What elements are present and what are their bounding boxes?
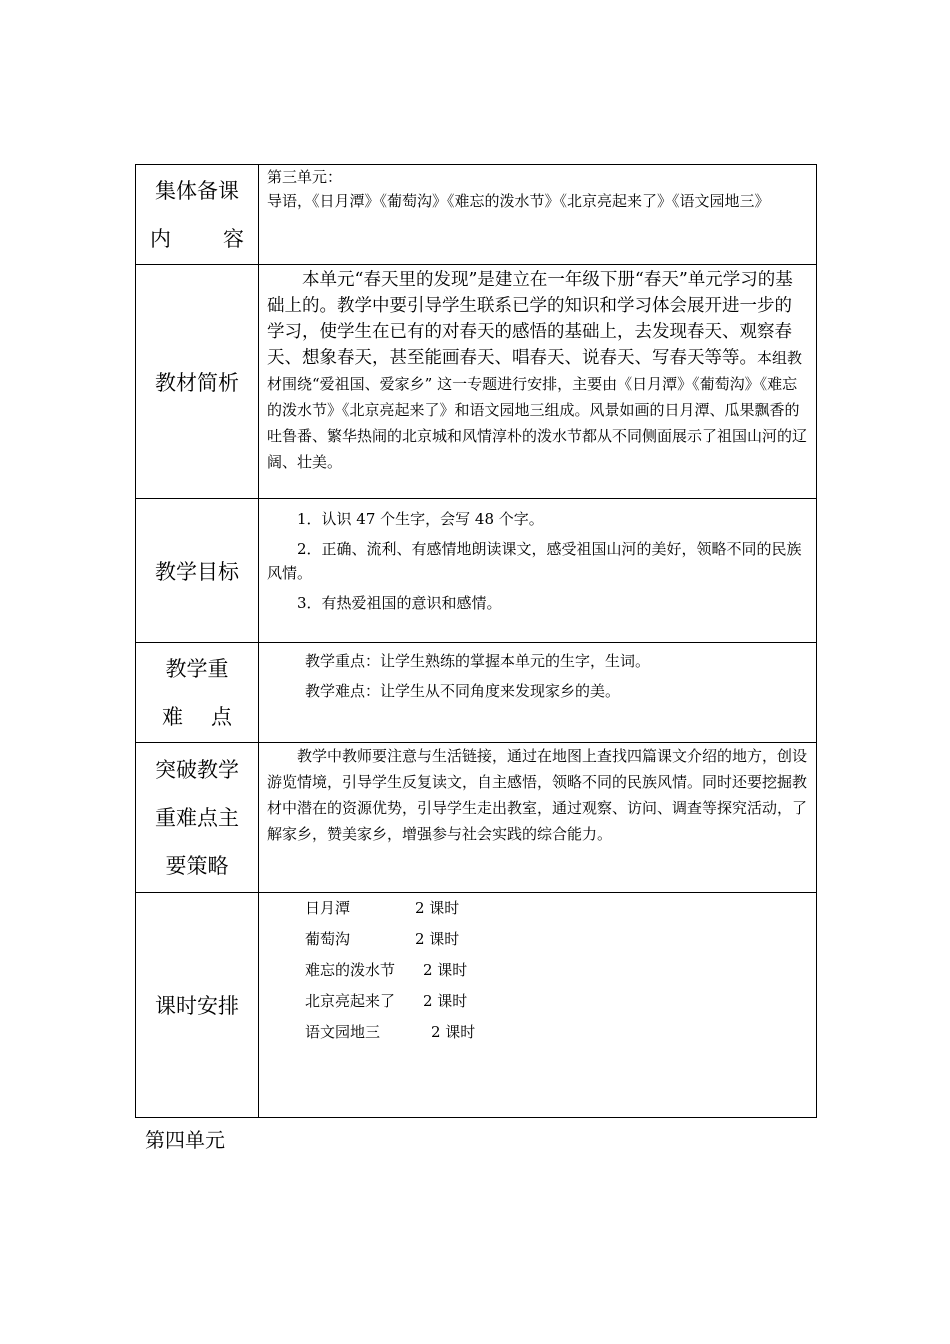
schedule-lesson: 语文园地三 bbox=[305, 1023, 381, 1041]
row-content bbox=[136, 165, 817, 265]
label-strategy bbox=[136, 743, 259, 893]
goal-item: 2．正确、流利、有感情地朗读课文，感受祖国山河的美好，领略不同的民族风情。 bbox=[267, 540, 802, 582]
analysis-cell bbox=[259, 265, 817, 499]
analysis-text-a: 本单元“春天里的发现”是建立在一年级下册“春天”单元学习的基础上的。教学中要引导学生联系已学的知识和学习体会展开进一步的学习，使学生在已有的对春天的感悟的基础上，去发现春天、观察春天、想象春天，甚至能画春天、唱春天、说春天、写春天等等。 bbox=[267, 270, 793, 368]
label-schedule: 课时安排 bbox=[136, 893, 259, 1118]
strategy-cell bbox=[259, 743, 817, 893]
schedule-hours: 2 课时 bbox=[431, 1023, 476, 1041]
label-keypoints-line2 bbox=[136, 693, 258, 741]
row-analysis bbox=[136, 265, 817, 499]
row-strategy bbox=[136, 743, 817, 893]
schedule-item bbox=[267, 924, 808, 955]
label-content bbox=[136, 165, 259, 265]
schedule-item bbox=[267, 1017, 808, 1048]
schedule-lesson: 日月潭 bbox=[305, 899, 351, 917]
row-goals bbox=[136, 499, 817, 643]
label-keypoints-left: 难 bbox=[162, 704, 183, 729]
goals-cell bbox=[259, 499, 817, 643]
schedule-hours: 2 课时 bbox=[423, 961, 468, 979]
content-cell bbox=[259, 165, 817, 265]
label-strategy-line1: 突破教学 bbox=[155, 757, 239, 782]
row-schedule bbox=[136, 893, 817, 1118]
strategy-text: 教学中教师要注意与生活链接，通过在地图上查找四篇课文介绍的地方，创设游览情境，引导学生反复读文，自主感悟，领略不同的民族风情。同时还要挖掘教材中潜在的资源优势，引导学生走出教室，通过观察、访问、调查等探究活动，了解家乡，赞美家乡，增强参与社会实践的综合能力。 bbox=[267, 747, 808, 843]
schedule-item bbox=[267, 986, 808, 1017]
difficult-point: 教学难点：让学生从不同角度来发现家乡的美。 bbox=[305, 682, 621, 700]
schedule-hours: 2 课时 bbox=[423, 992, 468, 1010]
schedule-hours: 2 课时 bbox=[415, 930, 460, 948]
schedule-lesson: 葡萄沟 bbox=[305, 930, 351, 948]
label-keypoints-line1: 教学重 bbox=[165, 656, 229, 681]
schedule-lesson: 难忘的泼水节 bbox=[305, 961, 396, 979]
label-content-line2 bbox=[136, 215, 258, 263]
label-keypoints-right: 点 bbox=[211, 704, 232, 729]
schedule-item bbox=[267, 893, 808, 924]
label-analysis: 教材简析 bbox=[136, 265, 259, 499]
lesson-plan-table bbox=[135, 164, 817, 1118]
keypoints-cell bbox=[259, 643, 817, 743]
schedule-hours: 2 课时 bbox=[415, 899, 460, 917]
goal-item: 3．有热爱祖国的意识和感情。 bbox=[297, 594, 502, 612]
goal-item: 1．认识 47 个生字，会写 48 个字。 bbox=[297, 510, 544, 528]
unit-lessons: 导语，《日月潭》《葡萄沟》《难忘的泼水节》《北京亮起来了》《语文园地三》 bbox=[267, 192, 770, 210]
next-unit-heading: 第四单元 bbox=[145, 1128, 225, 1152]
schedule-lesson: 北京亮起来了 bbox=[305, 992, 396, 1010]
label-strategy-line2: 重难点主 bbox=[155, 805, 239, 830]
key-point: 教学重点：让学生熟练的掌握本单元的生字，生词。 bbox=[305, 652, 651, 670]
analysis-text bbox=[267, 265, 808, 475]
schedule-item bbox=[267, 955, 808, 986]
label-content-right: 容 bbox=[223, 226, 244, 251]
label-strategy-line3: 要策略 bbox=[165, 853, 229, 878]
row-keypoints bbox=[136, 643, 817, 743]
unit-title: 第三单元： bbox=[267, 168, 343, 186]
label-content-line1: 集体备课 bbox=[155, 178, 239, 203]
schedule-cell bbox=[259, 893, 817, 1118]
label-content-left: 内 bbox=[150, 226, 171, 251]
analysis-text-b: 本组教材围绕“爱祖国、爱家乡” 这一专题进行安排，主要由《日月潭》《葡萄沟》《难忘的泼水节》《北京亮起来了》和语文园地三组成。风景如画的日月潭、瓜果飘香的吐鲁番、繁华热闹的北京城和风情淳朴的泼水节都从不同侧面展示了祖国山河的辽阔、壮美。 bbox=[267, 349, 808, 471]
label-goals: 教学目标 bbox=[136, 499, 259, 643]
label-keypoints bbox=[136, 643, 259, 743]
